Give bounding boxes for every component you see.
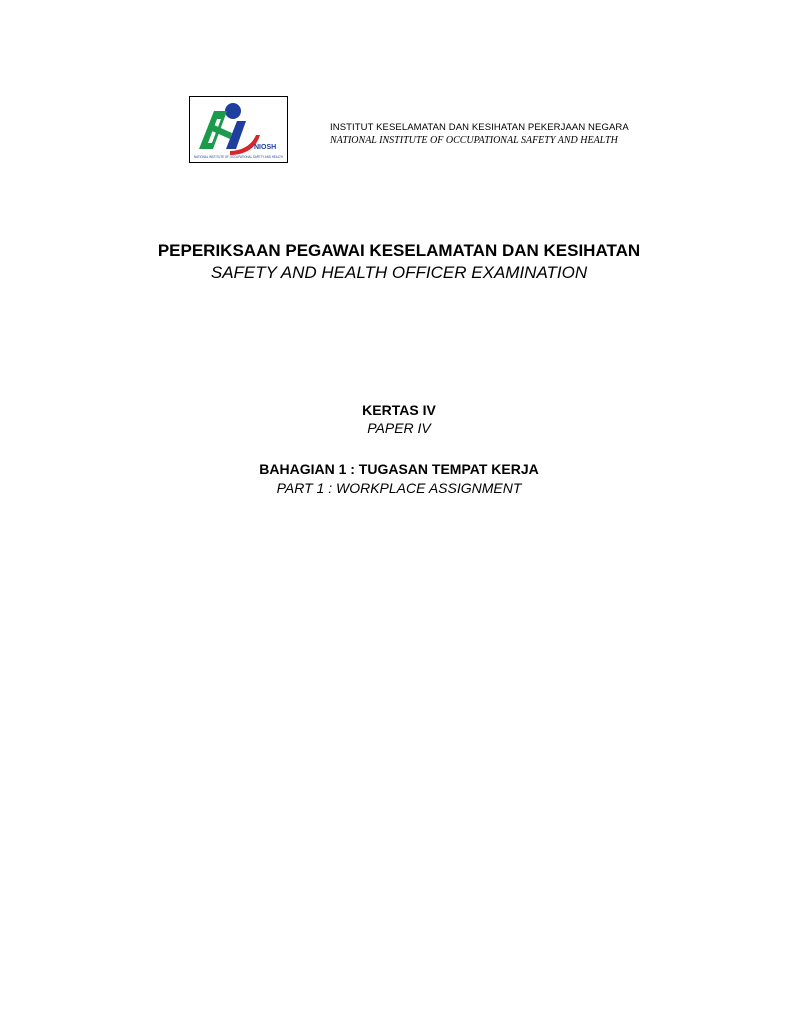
logo-wordmark: NIOSH — [254, 144, 277, 151]
exam-title-english: SAFETY AND HEALTH OFFICER EXAMINATION — [210, 263, 588, 282]
part-heading-english: PART 1 : WORKPLACE ASSIGNMENT — [276, 480, 522, 496]
logo-tagline: NATIONAL INSTITUTE OF OCCUPATIONAL SAFETY AND HEALTH — [194, 155, 284, 159]
part-heading-malay: BAHAGIAN 1 : TUGASAN TEMPAT KERJA — [259, 461, 539, 477]
institute-name-english: NATIONAL INSTITUTE OF OCCUPATIONAL SAFETY AND HEALTH — [330, 135, 618, 146]
exam-title — [0, 240, 798, 284]
paper-heading-malay: KERTAS IV — [362, 402, 436, 418]
institute-header — [330, 122, 710, 147]
institute-name-malay: INSTITUT KESELAMATAN DAN KESIHATAN PEKERJAAN NEGARA — [330, 122, 629, 133]
niosh-logo — [189, 96, 288, 163]
logo-blue-circle-shape — [225, 103, 241, 119]
paper-heading — [0, 401, 798, 437]
niosh-logo-icon — [190, 97, 287, 162]
part-heading — [0, 460, 798, 498]
paper-heading-english: PAPER IV — [367, 420, 431, 436]
exam-title-malay: PEPERIKSAAN PEGAWAI KESELAMATAN DAN KESIHATAN — [157, 241, 641, 260]
